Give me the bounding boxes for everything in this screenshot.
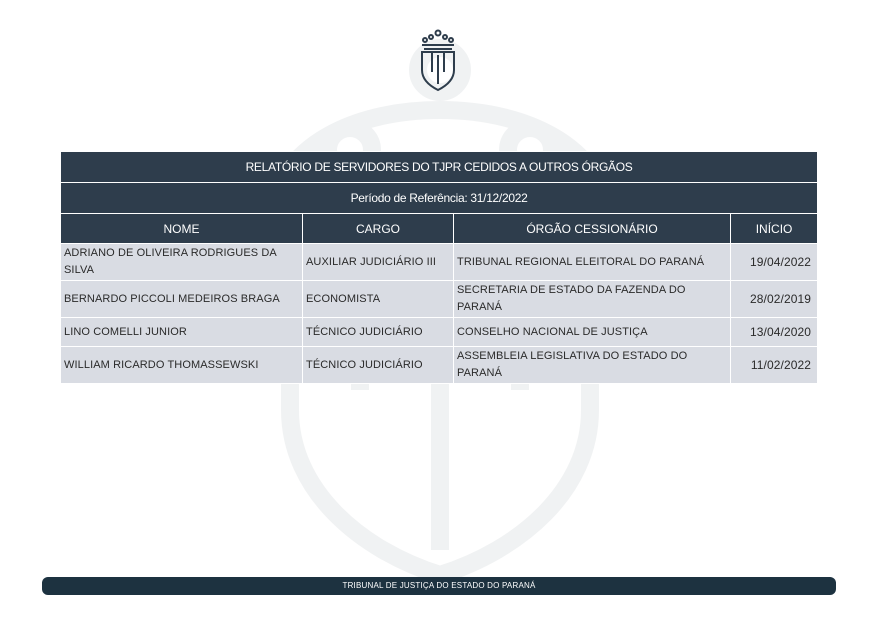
cell-orgao: ASSEMBLEIA LEGISLATIVA DO ESTADO DO PARANÁ — [454, 347, 731, 384]
cell-cargo: TÉCNICO JUDICIÁRIO — [303, 318, 454, 347]
cell-inicio: 13/04/2020 — [731, 318, 818, 347]
cell-cargo: ECONOMISTA — [303, 281, 454, 318]
column-header-nome: NOME — [61, 214, 303, 244]
table-row — [61, 244, 818, 281]
cell-orgao: TRIBUNAL REGIONAL ELEITORAL DO PARANÁ — [454, 244, 731, 281]
report-period-row — [61, 183, 818, 214]
cell-nome: WILLIAM RICARDO THOMASSEWSKI — [61, 347, 303, 384]
tjpr-logo-icon — [414, 28, 462, 92]
report-title: RELATÓRIO DE SERVIDORES DO TJPR CEDIDOS A OUTROS ÓRGÃOS — [61, 152, 818, 183]
report-period: Período de Referência: 31/12/2022 — [61, 183, 818, 214]
cell-nome: LINO COMELLI JUNIOR — [61, 318, 303, 347]
column-header-inicio: INÍCIO — [731, 214, 818, 244]
table-row — [61, 281, 818, 318]
column-header-cargo: CARGO — [303, 214, 454, 244]
cell-nome: ADRIANO DE OLIVEIRA RODRIGUES DA SILVA — [61, 244, 303, 281]
page-footer: TRIBUNAL DE JUSTIÇA DO ESTADO DO PARANÁ — [42, 577, 836, 595]
cell-nome: BERNARDO PICCOLI MEDEIROS BRAGA — [61, 281, 303, 318]
table-row — [61, 318, 818, 347]
cell-cargo: AUXILIAR JUDICIÁRIO III — [303, 244, 454, 281]
report-title-row — [61, 152, 818, 183]
cell-inicio: 11/02/2022 — [731, 347, 818, 384]
cell-orgao: SECRETARIA DE ESTADO DA FAZENDA DO PARANÁ — [454, 281, 731, 318]
column-header-orgao: ÓRGÃO CESSIONÁRIO — [454, 214, 731, 244]
cell-orgao: CONSELHO NACIONAL DE JUSTIÇA — [454, 318, 731, 347]
column-header-row — [61, 214, 818, 244]
servers-report-table — [60, 151, 818, 384]
cell-inicio: 28/02/2019 — [731, 281, 818, 318]
cell-cargo: TÉCNICO JUDICIÁRIO — [303, 347, 454, 384]
cell-inicio: 19/04/2022 — [731, 244, 818, 281]
table-row — [61, 347, 818, 384]
